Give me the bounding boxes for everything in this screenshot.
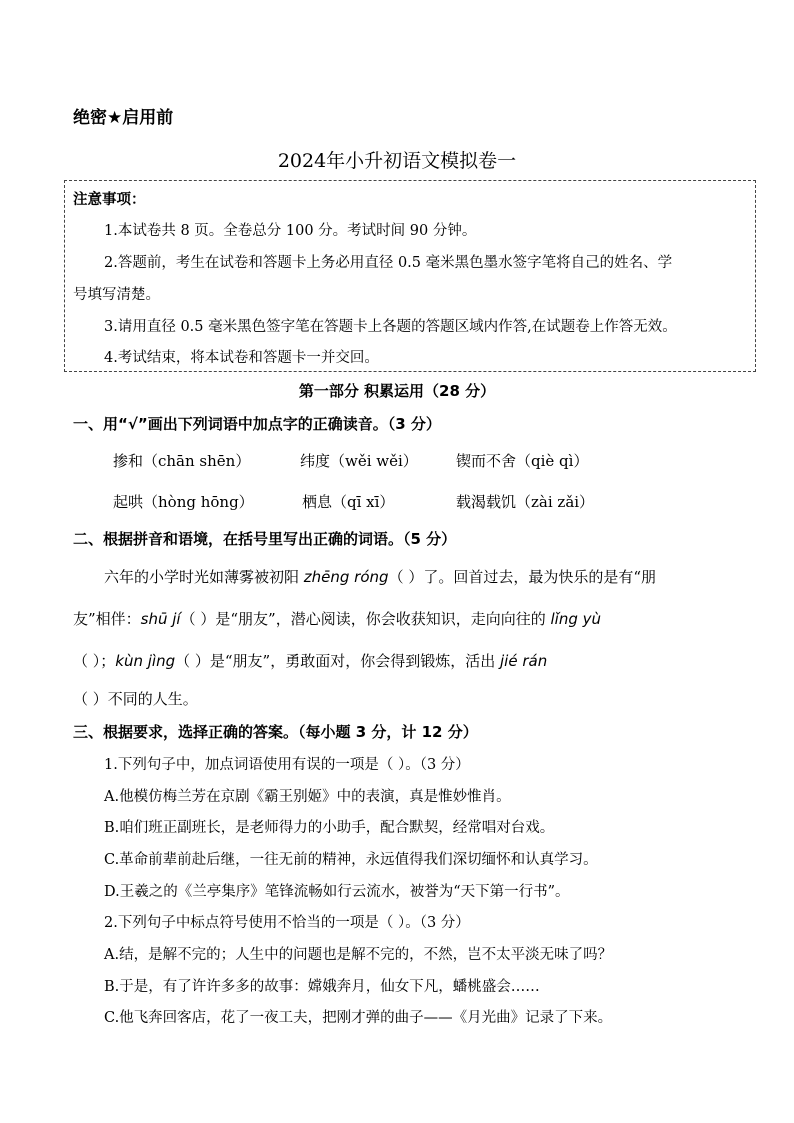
notice-heading: 注意事项： [73, 192, 146, 208]
q2-line-1-text-a: 六年的小学时光如薄雾被初阳 [104, 568, 304, 586]
q2-line-3 [73, 650, 547, 671]
q2-line-3-text-b: （ ）是“朋友”，勇敢面对，你会得到锻炼，活出 [175, 652, 501, 670]
q2-pinyin-2: shū jí [140, 610, 181, 628]
q2-line-1-text-b: （ ）了。回首过去，最为快乐的是有“朋 [388, 568, 657, 586]
confidential-label: 绝密★启用前 [73, 108, 174, 128]
q2-line-2 [73, 608, 601, 629]
part1-title: 第一部分 积累运用（28 分） [298, 382, 496, 400]
q3-sub1: 1.下列句子中，加点词语使用有误的一项是（ ）。（3 分） [104, 757, 470, 773]
q1-word-3: 锲而不舍（qiè qì） [456, 452, 589, 470]
q2-line-3-text-a: （ ）； [73, 652, 116, 670]
q3-sub1-option-b: B.咱们班正副班长，是老师得力的小助手，配合默契，经常唱对台戏。 [104, 820, 555, 836]
notice-box [64, 180, 756, 372]
q3-sub1-option-a: A.他模仿梅兰芳在京剧《霸王别姬》中的表演，真是惟妙惟肖。 [104, 789, 511, 805]
q2-pinyin-4: kùn jìng [115, 652, 176, 670]
q3-sub1-option-c: C.革命前辈前赴后继，一往无前的精神，永远值得我们深切缅怀和认真学习。 [104, 852, 598, 868]
q1-word-6: 载渴载饥（zài zǎi） [456, 493, 595, 511]
q1-word-4: 起哄（hòng hōng） [113, 493, 254, 511]
notice-item-1: 1.本试卷共 8 页。全卷总分 100 分。考试时间 90 分钟。 [104, 223, 477, 239]
q2-title: 二、根据拼音和语境，在括号里写出正确的词语。（5 分） [73, 530, 457, 548]
notice-item-2: 2.答题前，考生在试卷和答题卡上务必用直径 0.5 毫米黑色墨水签字笔将自己的姓名、学 [104, 255, 673, 271]
notice-item-2-cont: 号填写清楚。 [73, 287, 160, 303]
q3-sub2-option-c: C.他飞奔回客店，花了一夜工夫，把刚才弹的曲子——《月光曲》记录了下来。 [104, 1010, 613, 1026]
q3-sub1-option-d: D.王羲之的《兰亭集序》笔锋流畅如行云流水，被誉为“天下第一行书”。 [104, 884, 570, 900]
notice-item-3: 3.请用直径 0.5 毫米黑色签字笔在答题卡上各题的答题区域内作答,在试题卷上作答无效。 [104, 319, 677, 335]
q2-pinyin-1: zhēng róng [303, 568, 389, 586]
q2-line-4: （ ）不同的人生。 [73, 690, 198, 708]
q3-sub2: 2.下列句子中标点符号使用不恰当的一项是（ ）。（3 分） [104, 915, 470, 931]
exam-title: 2024年小升初语文模拟卷一 [277, 150, 517, 172]
q2-line-2-text-a: 友”相伴： [73, 610, 141, 628]
q1-word-5: 栖息（qī xī） [302, 493, 395, 511]
q2-pinyin-3: lǐng yù [550, 610, 602, 628]
notice-item-4: 4.考试结束，将本试卷和答题卡一并交回。 [104, 350, 379, 366]
q1-word-2: 纬度（wěi wěi） [300, 452, 418, 470]
q3-title: 三、根据要求，选择正确的答案。（每小题 3 分，计 12 分） [73, 723, 478, 741]
q1-word-1: 掺和（chān shēn） [113, 452, 251, 470]
q3-sub2-option-a: A.结，是解不完的；人生中的问题也是解不完的，不然，岂不太平淡无味了吗？ [104, 947, 613, 963]
q2-line-1 [104, 566, 656, 587]
q2-line-2-text-b: （ ）是“朋友”，潜心阅读，你会收获知识，走向向往的 [180, 610, 551, 628]
q1-title: 一、用“√”画出下列词语中加点字的正确读音。（3 分） [73, 415, 441, 433]
q2-pinyin-5: jié rán [500, 652, 548, 670]
q3-sub2-option-b: B.于是，有了许许多多的故事：嫦娥奔月，仙女下凡，蟠桃盛会…… [104, 979, 540, 995]
